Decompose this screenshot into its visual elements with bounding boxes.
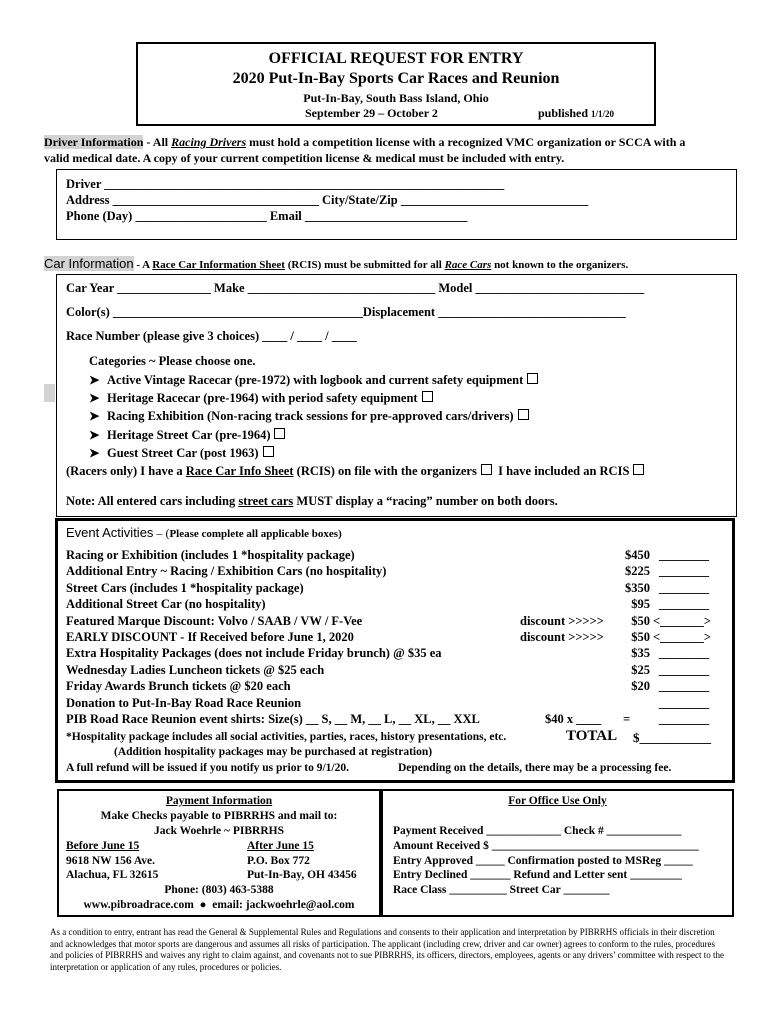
rcis-link[interactable]: Race Car Information Sheet [152, 259, 285, 271]
event-item-amount-field[interactable]: ________ [659, 580, 709, 595]
categories-heading: Categories ~ Please choose one. [89, 354, 256, 368]
color-displacement-field[interactable]: Color(s) ________________________________________Displacement ______________________________ [66, 305, 626, 319]
total-amount-field[interactable]: $___________ [633, 730, 711, 745]
category-label: Guest Street Car (post 1963) [107, 446, 259, 460]
event-item-label: Street Cars (includes 1 *hospitality package) [66, 580, 304, 595]
arrow-bullet-icon: ➤ [89, 373, 100, 387]
event-item-amount-field[interactable]: ________ [659, 695, 709, 710]
before-city: Alachua, FL 32615 [66, 869, 159, 881]
event-item-price: $50 [631, 613, 650, 628]
arrow-bullet-icon: ➤ [89, 391, 100, 405]
office-entry-declined: Entry Declined _______ Refund and Letter sent _________ [393, 869, 682, 881]
bullet-icon: ● [196, 899, 210, 911]
rcis-pre: (Racers only) I have a [66, 464, 186, 478]
after-city: Put-In-Bay, OH 43456 [247, 869, 357, 881]
event-item-amount-field[interactable]: ________ [659, 646, 709, 661]
make-checks-text: Make Checks payable to PIBRRHS and mail to: [100, 810, 338, 822]
racing-number-note [66, 494, 558, 509]
event-item-discount: discount >>>>> [520, 630, 604, 644]
event-item-amount-field[interactable]: ________ [659, 597, 709, 612]
event-item-label: Additional Entry ~ Racing / Exhibition Cars (no hospitality) [66, 564, 387, 579]
event-item-amount-field[interactable]: <_______> [653, 613, 711, 628]
contact-line [57, 899, 381, 911]
event-item-label: Featured Marque Discount: Volvo / SAAB / VW / F-Vee [66, 613, 363, 628]
checkbox[interactable] [263, 446, 274, 457]
event-heading-dash: – ( [153, 526, 170, 540]
event-item-price: $225 [625, 564, 650, 579]
shirts-equals: = [623, 712, 631, 726]
shirts-line: PIB Road Race Reunion event shirts: Size(s) __ S, __ M, __ L, __ XL, __ XXL [66, 712, 480, 726]
phone-email-field[interactable]: Phone (Day) _____________________ Email __________________________ [66, 209, 468, 223]
note-street-cars: street cars [238, 494, 294, 508]
shirts-amount-field[interactable]: ________ [659, 712, 709, 726]
after-june-label: After June 15 [247, 840, 314, 852]
shirts-price: $40 x ____ [545, 712, 602, 726]
category-item[interactable] [89, 372, 538, 388]
car-info-intro [44, 256, 628, 271]
race-cars-text: Race Cars [444, 259, 492, 271]
checkbox[interactable] [527, 373, 538, 384]
rcis-included-checkbox[interactable] [633, 464, 644, 475]
event-item-price: $25 [631, 662, 650, 677]
event-item-label: EARLY DISCOUNT - If Received before June 1, 2020 [66, 630, 354, 644]
event-item-price: $95 [631, 597, 650, 612]
event-dates: September 29 – October 2 [305, 106, 438, 120]
event-item-label: Friday Awards Brunch tickets @ $20 each [66, 679, 291, 694]
event-item-label: Donation to Put-In-Bay Road Race Reunion [66, 695, 302, 710]
form-title: OFFICIAL REQUEST FOR ENTRY [268, 50, 524, 67]
event-item-amount-field[interactable]: ________ [659, 679, 709, 694]
event-item-amount-field[interactable]: <_______> [653, 630, 711, 644]
after-street: P.O. Box 772 [247, 855, 310, 867]
website-link[interactable]: www.pibroadrace.com [83, 899, 194, 911]
driver-info-text-pre: - All [143, 135, 172, 149]
published-label: published [538, 106, 589, 120]
checkbox[interactable] [518, 409, 529, 420]
event-heading-note: Please complete all applicable boxes) [169, 528, 342, 540]
car-info-text-end: not known to the organizers. [491, 259, 629, 271]
address-field[interactable]: Address _________________________________ City/State/Zip ______________________________ [66, 193, 589, 207]
email-link[interactable]: email: jackwoehrle@aol.com [212, 899, 355, 911]
checkbox[interactable] [422, 391, 433, 402]
rcis-on-file-checkbox[interactable] [481, 464, 492, 475]
driver-info-line2: valid medical date. A copy of your current competition license & medical must be included with entry. [44, 151, 565, 165]
rcis-status-line [66, 464, 644, 479]
event-heading: Event Activities [66, 525, 154, 540]
event-item-label: Extra Hospitality Packages (does not include Friday brunch) @ $35 ea [66, 646, 442, 661]
driver-name-field[interactable]: Driver ________________________________________________________________ [66, 177, 505, 191]
office-race-class: Race Class __________ Street Car ________ [393, 884, 610, 896]
refund-note: A full refund will be issued if you notify us prior to 9/1/20. [66, 762, 349, 774]
car-info-text-mid: (RCIS) must be submitted for all [284, 259, 445, 271]
payment-phone: Phone: (803) 463-5388 [164, 884, 274, 896]
total-label: TOTAL [566, 728, 618, 744]
arrow-bullet-icon: ➤ [89, 428, 100, 442]
hospitality-note: *Hospitality package includes all social activities, parties, races, history presentations, etc. [66, 731, 507, 743]
category-item[interactable] [89, 427, 285, 443]
category-item[interactable] [89, 445, 274, 461]
driver-info-intro [44, 135, 685, 150]
payee-name: Jack Woehrle ~ PIBRRHS [153, 825, 285, 837]
side-marker [44, 384, 55, 402]
racing-drivers-text: Racing Drivers [171, 135, 247, 149]
driver-info-heading: Driver Information [44, 135, 144, 149]
event-item-price: $450 [625, 548, 650, 562]
note-post: MUST display a “racing” number on both doors. [293, 494, 558, 508]
event-title: 2020 Put-In-Bay Sports Car Races and Reunion [232, 70, 560, 87]
event-item-label: Wednesday Ladies Luncheon tickets @ $25 each [66, 662, 325, 677]
car-info-dash: - A [133, 259, 153, 271]
disclaimer-text: As a condition to entry, entrant has read the General & Supplemental Rules and Regulations and consents to their application and interpretation by PIBRRHS officials in their discretion and acknowledges that motor sports are dangerous and assumes all risks of participation. The applicant (including crew, driver and car owner) agrees to conform to the rules, procedures and policies of PIBRRHS and waives any right to claim against, and covenants not to sue PIBRRHS, its officers, directors, employees, agents or any drivers’ committee with respect to the interpretation or application of any rules, procedures or policies. [50, 927, 725, 972]
category-label: Active Vintage Racecar (pre-1972) with logbook and current safety equipment [107, 373, 524, 387]
event-item-amount-field[interactable]: ________ [659, 548, 709, 562]
rcis-sheet-text: Race Car Info Sheet [185, 464, 294, 478]
event-item-price: $35 [631, 646, 650, 661]
event-location: Put-In-Bay, South Bass Island, Ohio [303, 91, 489, 105]
car-year-make-model-field[interactable]: Car Year _______________ Make ______________________________ Model ___________________________ [66, 281, 645, 295]
rcis-end: I have included an RCIS [498, 464, 630, 478]
category-label: Heritage Racecar (pre-1964) with period safety equipment [107, 391, 418, 405]
category-item[interactable] [89, 390, 433, 406]
published-date: 1/1/20 [591, 109, 615, 119]
office-heading: For Office Use Only [508, 795, 607, 807]
processing-note: Depending on the details, there may be a processing fee. [398, 762, 672, 774]
office-amount-received: Amount Received $ ____________________________________ [393, 840, 699, 852]
published-info [538, 106, 614, 121]
addition-note: (Addition hospitality packages may be purchased at registration) [114, 746, 433, 758]
event-item-amount-field[interactable]: ________ [659, 662, 709, 677]
event-item-price: $50 [631, 630, 650, 644]
event-item-discount: discount >>>>> [520, 613, 604, 628]
payment-box [57, 789, 381, 917]
event-item-amount-field[interactable]: ________ [659, 564, 709, 579]
office-entry-approved: Entry Approved _____ Confirmation posted to MSReg _____ [393, 855, 693, 867]
note-pre: Note: All entered cars including [66, 494, 239, 508]
office-box [381, 789, 734, 917]
category-label: Heritage Street Car (pre-1964) [107, 428, 271, 442]
arrow-bullet-icon: ➤ [89, 409, 100, 423]
category-item[interactable] [89, 408, 529, 424]
arrow-bullet-icon: ➤ [89, 446, 100, 460]
office-payment-received: Payment Received _____________ Check # _____________ [393, 825, 682, 837]
event-item-price: $350 [625, 580, 650, 595]
car-info-heading: Car Information [44, 256, 134, 271]
driver-info-text-post: must hold a competition license with a recognized VMC organization or SCCA with a [246, 135, 686, 149]
event-item-label: Additional Street Car (no hospitality) [66, 597, 266, 612]
event-heading-line [66, 525, 342, 541]
rcis-mid: (RCIS) on file with the organizers [293, 464, 477, 478]
before-street: 9618 NW 156 Ave. [66, 855, 156, 867]
category-label: Racing Exhibition (Non-racing track sessions for pre-approved cars/drivers) [107, 409, 514, 423]
payment-heading: Payment Information [165, 795, 273, 807]
race-number-field[interactable]: Race Number (please give 3 choices) ____ / ____ / ____ [66, 329, 357, 343]
checkbox[interactable] [274, 428, 285, 439]
event-item-price: $20 [631, 679, 650, 694]
event-item-label: Racing or Exhibition (includes 1 *hospitality package) [66, 548, 355, 562]
before-june-label: Before June 15 [66, 840, 140, 852]
